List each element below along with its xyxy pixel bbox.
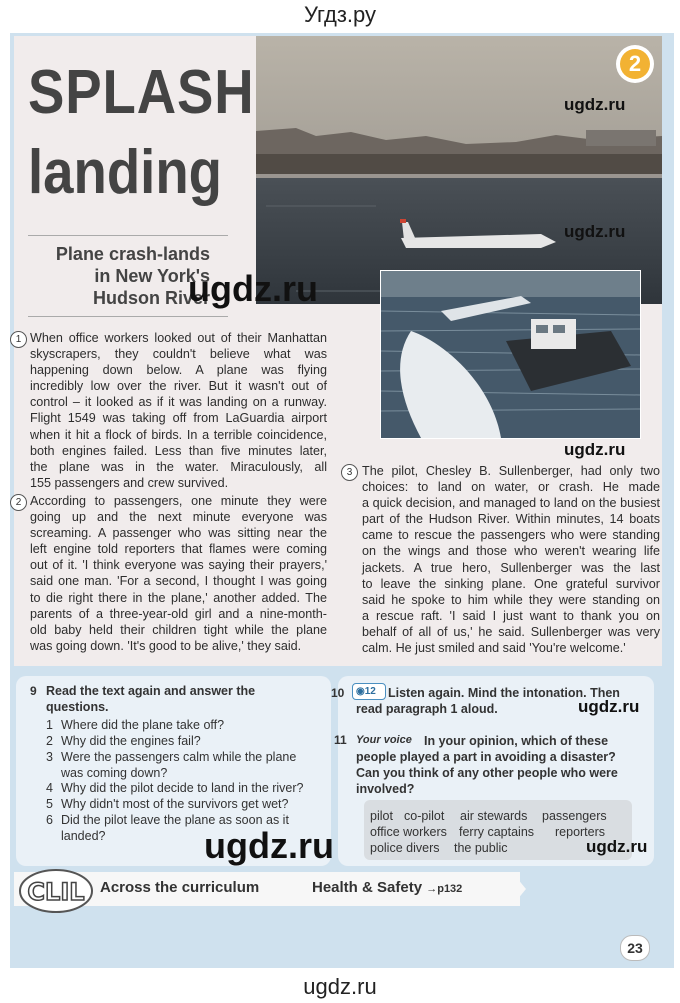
word-chip: reporters xyxy=(555,825,606,839)
article-title-line2: landing xyxy=(28,138,222,207)
site-footer-title[interactable]: ugdz.ru xyxy=(303,974,377,999)
question-item xyxy=(46,750,326,782)
text-line: to leave the sinking plane. One grateful survivor xyxy=(362,576,660,591)
watermark-large: ugdz.ru xyxy=(204,825,334,866)
clil-logo-text: CLIL xyxy=(27,878,85,906)
text-line: 155 passengers and crew survived. xyxy=(30,475,229,490)
page-reference: p132 xyxy=(437,883,463,895)
clil-logo xyxy=(18,868,94,914)
text-line: left engine told reporters that flames were coming xyxy=(30,542,327,557)
text-line: was going down. 'It's good to be alive,' they said. xyxy=(30,638,302,653)
subtitle-divider-top xyxy=(28,235,228,236)
word-chip: ferry captains xyxy=(459,825,535,839)
subtitle-divider-bottom xyxy=(28,316,228,317)
hudson-river-photo xyxy=(256,36,662,304)
text-line: part of the Hudson River. Within minutes, 14 boats xyxy=(362,512,660,527)
audio-track-button[interactable] xyxy=(352,683,386,700)
subtitle-line: Hudson River xyxy=(92,288,210,308)
watermark-large: ugdz.ru xyxy=(188,268,318,309)
page-number: 23 xyxy=(620,935,650,961)
text-line: both engines failed. Less than five minutes later, xyxy=(30,443,327,458)
paragraph-number: 1 xyxy=(10,331,27,348)
text-line: The pilot, Chesley B. Sullenberger, had only two xyxy=(362,464,660,478)
rescue-boat-photo xyxy=(380,270,641,439)
question-text: Why did the engines fail? xyxy=(61,734,201,748)
subtitle-line: in New York's xyxy=(94,266,210,286)
heading-line: questions. xyxy=(46,700,109,714)
text-line: a quick decision, and managed to land on the busiest xyxy=(362,496,660,511)
word-chip: office workers xyxy=(370,825,447,839)
health-safety-link[interactable] xyxy=(312,879,462,896)
text-line: old baby held their children tight while the plane xyxy=(30,622,327,637)
paragraph-3 xyxy=(362,463,660,656)
question-item xyxy=(46,718,326,734)
text-line: jackets. A true hero, Sullenberger was the last xyxy=(362,560,660,575)
exercise-number: 9 xyxy=(30,684,37,698)
text-line: to die right there in the plane,' another added. The xyxy=(30,590,327,605)
question-text: Why didn't most of the survivors get wet? xyxy=(61,797,289,811)
paragraph-number: 2 xyxy=(10,494,27,511)
exercise-number: 11 xyxy=(334,733,347,747)
watermark: ugdz.ru xyxy=(564,440,626,459)
text-line: control – it looked as if it was landing on a runway. xyxy=(30,395,327,410)
text-line: According to passengers, one minute they were xyxy=(30,494,327,508)
exercise-11-line1: In your opinion, which of these xyxy=(424,734,609,748)
text-line: on the wings and those who weren't wearing life xyxy=(362,544,660,559)
text-line: when it hit a flock of birds. In a terrible coincidence, xyxy=(30,427,327,442)
text-line: came to rescue the passengers who were standing xyxy=(362,528,660,543)
word-chip: pilot xyxy=(370,809,393,823)
word-chip: the public xyxy=(454,841,508,855)
your-voice-label: Your voice xyxy=(356,734,412,746)
question-item xyxy=(46,781,326,797)
exercise-10-line1: Listen again. Mind the intonation. Then xyxy=(388,686,620,700)
clil-band-arrow xyxy=(512,872,526,906)
exercise-11-line4: involved? xyxy=(356,782,415,796)
question-number: 4 xyxy=(46,781,53,795)
text-line: out of it. 'I think everyone was saying their prayers,' xyxy=(30,558,327,573)
text-line: calm. He just smiled and said 'You're welcome.' xyxy=(362,641,626,656)
exercise-10-line2: read paragraph 1 aloud. xyxy=(356,702,498,716)
question-number: 6 xyxy=(46,813,53,827)
exercise-9-heading xyxy=(46,683,255,715)
subtitle-line: Plane crash-lands xyxy=(55,244,210,264)
question-item xyxy=(46,734,326,750)
question-text: landed? xyxy=(61,829,106,843)
arrow-right-icon: → xyxy=(426,883,438,895)
paragraph-number: 3 xyxy=(341,464,358,481)
text-line: When office workers looked out of their Manhattan xyxy=(30,331,327,345)
text-line: behalf of all of us,' he said. Sullenberger was very xyxy=(362,624,660,639)
paragraph-1 xyxy=(30,330,327,491)
word-chip: air stewards xyxy=(460,809,528,823)
watermark: ugdz.ru xyxy=(578,697,640,716)
exercise-number: 10 xyxy=(331,686,345,700)
word-chip: co-pilot xyxy=(404,809,445,823)
text-line: choices: to land on water, or crash. He made xyxy=(362,480,660,495)
question-text: Why did the pilot decide to land in the river? xyxy=(61,781,304,795)
text-line: Flight 1549 was taking off from LaGuardia airport xyxy=(30,411,327,426)
word-chip: passengers xyxy=(542,809,607,823)
paragraph-2 xyxy=(30,493,327,654)
exercise-11-line3: Can you think of any other people who were xyxy=(356,766,618,780)
text-line: parents of a three-year-old girl and a nine-month- xyxy=(30,606,327,621)
article-subtitle xyxy=(30,243,210,309)
text-line: screaming. A passenger who was sitting near the xyxy=(30,526,327,541)
site-header-title[interactable]: Угдз.ру xyxy=(303,2,377,27)
exercise-11-line2: people played a part in avoiding a disaster? xyxy=(356,750,616,764)
question-text: was coming down? xyxy=(61,766,168,780)
question-number: 1 xyxy=(46,718,53,732)
audio-track-number: 12 xyxy=(364,686,376,697)
text-line: the plane was in the water. Miraculously, all xyxy=(30,459,327,474)
watermark: ugdz.ru xyxy=(564,222,626,241)
text-line: going up and the next minute everyone was xyxy=(30,510,327,525)
question-text: Did the pilot leave the plane as soon as it xyxy=(61,813,289,827)
question-text: Were the passengers calm while the plane xyxy=(61,750,297,764)
across-curriculum-label: Across the curriculum xyxy=(100,879,260,896)
question-number: 3 xyxy=(46,750,53,764)
text-line: said he spoke to him while they were standing on xyxy=(362,592,660,607)
watermark: ugdz.ru xyxy=(564,95,626,114)
watermark: ugdz.ru xyxy=(586,837,648,856)
text-line: happening down below. A plane was flying xyxy=(30,363,327,378)
text-line: said one man. 'For a second, I thought I was going xyxy=(30,574,327,589)
question-item xyxy=(46,797,326,813)
unit-badge: 2 xyxy=(620,49,650,79)
text-line: a rescue raft. 'I said I just want to thank you on xyxy=(362,608,660,623)
question-number: 5 xyxy=(46,797,53,811)
text-line: skyscrapers, they couldn't believe what was xyxy=(30,347,327,362)
question-text: Where did the plane take off? xyxy=(61,718,225,732)
link-text: Health & Safety xyxy=(312,879,423,896)
question-number: 2 xyxy=(46,734,53,748)
article-title-line1: SPLASH xyxy=(28,58,255,127)
text-line: incredibly low over the river. But it wasn't out of xyxy=(30,379,327,394)
heading-line: Read the text again and answer the xyxy=(46,684,256,698)
audio-icon: ◉ xyxy=(356,686,365,697)
word-chip: police divers xyxy=(370,841,440,855)
